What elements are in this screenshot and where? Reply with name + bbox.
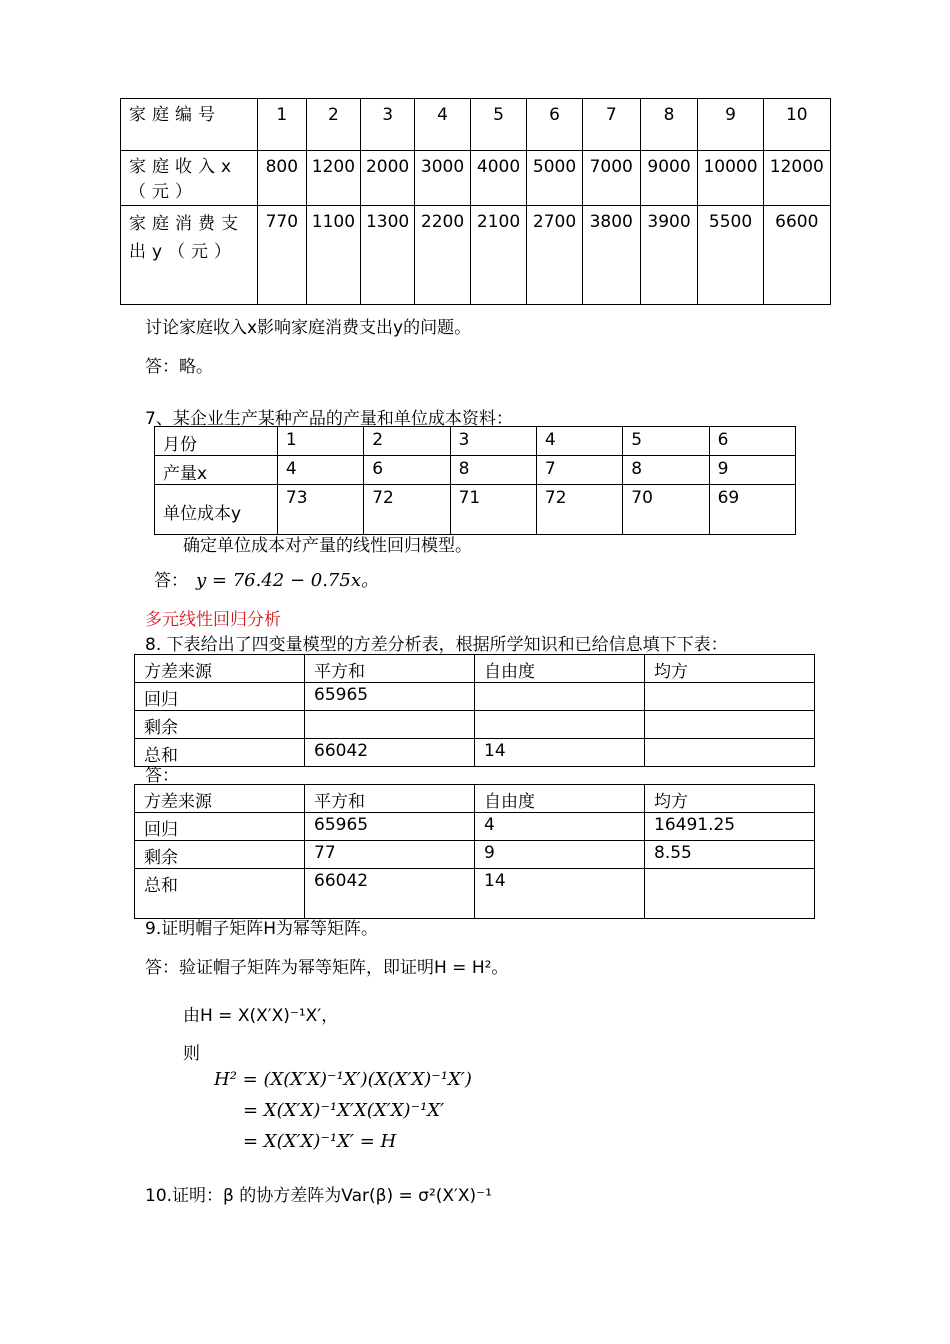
cell xyxy=(475,683,645,711)
month-cell: 1 xyxy=(277,427,363,456)
income-cell: 5000 xyxy=(527,151,583,206)
spend-cell: 2100 xyxy=(470,206,526,305)
household-table xyxy=(120,98,831,305)
income-cell: 800 xyxy=(257,151,306,206)
month-cell: 5 xyxy=(623,427,709,456)
section-title: 多元线性回归分析 xyxy=(145,610,281,630)
spend-cell: 1100 xyxy=(306,206,360,305)
cost-cell: 72 xyxy=(536,485,622,535)
table-row xyxy=(135,711,815,739)
output-cell: 4 xyxy=(277,456,363,485)
spend-cell: 1300 xyxy=(361,206,415,305)
q6-answer: 答：略。 xyxy=(145,357,213,377)
cell: 4 xyxy=(475,813,645,841)
cell: 9 xyxy=(475,841,645,869)
q9-title: 9.证明帽子矩阵H为幂等矩阵。 xyxy=(145,919,379,939)
q8-title: 8. 下表给出了四变量模型的方差分析表，根据所学知识和已给信息填下下表： xyxy=(145,635,728,655)
spend-cell: 2200 xyxy=(415,206,471,305)
table-row xyxy=(135,785,815,813)
income-label: 家庭收入x（元） xyxy=(121,151,258,206)
q8-answer-label: 答： xyxy=(145,766,179,786)
header-cell: 平方和 xyxy=(305,785,475,813)
header-cell: 5 xyxy=(470,99,526,151)
spend-label: 家庭消费支出y（元） xyxy=(121,206,258,305)
spend-cell: 2700 xyxy=(527,206,583,305)
table-row xyxy=(121,151,831,206)
cell: 66042 xyxy=(305,739,475,767)
month-cell: 4 xyxy=(536,427,622,456)
output-cell: 7 xyxy=(536,456,622,485)
month-cell: 2 xyxy=(364,427,450,456)
header-cell: 平方和 xyxy=(305,655,475,683)
month-cell: 6 xyxy=(709,427,795,456)
cell: 回归 xyxy=(135,683,305,711)
header-cell: 自由度 xyxy=(475,785,645,813)
cell: 14 xyxy=(475,739,645,767)
cell xyxy=(645,711,815,739)
q9-eq2: = X(X′X)⁻¹X′X(X′X)⁻¹X′ xyxy=(243,1100,445,1121)
cell xyxy=(305,711,475,739)
cost-cell: 72 xyxy=(364,485,450,535)
spend-cell: 6600 xyxy=(763,206,830,305)
cell: 总和 xyxy=(135,869,305,919)
q9-eq1: H² = (X(X′X)⁻¹X′)(X(X′X)⁻¹X′) xyxy=(214,1069,472,1090)
income-cell: 12000 xyxy=(763,151,830,206)
income-cell: 4000 xyxy=(470,151,526,206)
table-row xyxy=(121,206,831,305)
table-row xyxy=(155,485,796,535)
cell: 剩余 xyxy=(135,711,305,739)
spend-cell: 3900 xyxy=(640,206,698,305)
table-row xyxy=(135,841,815,869)
table-row xyxy=(155,456,796,485)
cell: 77 xyxy=(305,841,475,869)
table-row xyxy=(121,99,831,151)
q7-title: 7、某企业生产某种产品的产量和单位成本资料： xyxy=(145,409,513,429)
header-cell: 9 xyxy=(698,99,763,151)
income-cell: 10000 xyxy=(698,151,763,206)
cell: 剩余 xyxy=(135,841,305,869)
header-cell: 8 xyxy=(640,99,698,151)
cost-cell: 71 xyxy=(450,485,536,535)
income-cell: 9000 xyxy=(640,151,698,206)
q7-task: 确定单位成本对产量的线性回归模型。 xyxy=(183,536,472,556)
header-cell: 家庭编号 xyxy=(121,99,258,151)
anova-question-table xyxy=(134,654,815,767)
spend-cell: 770 xyxy=(257,206,306,305)
output-label: 产量x xyxy=(155,456,278,485)
table-row xyxy=(135,869,815,919)
cost-label: 单位成本y xyxy=(155,485,278,535)
cell xyxy=(645,869,815,919)
cell: 回归 xyxy=(135,813,305,841)
table-row xyxy=(135,655,815,683)
cell: 16491.25 xyxy=(645,813,815,841)
header-cell: 自由度 xyxy=(475,655,645,683)
table-row xyxy=(155,427,796,456)
cost-cell: 73 xyxy=(277,485,363,535)
cell: 65965 xyxy=(305,813,475,841)
cell: 总和 xyxy=(135,739,305,767)
q9-eq3: = X(X′X)⁻¹X′ = H xyxy=(243,1131,397,1152)
cost-cell: 69 xyxy=(709,485,795,535)
output-cell: 9 xyxy=(709,456,795,485)
q7-answer-formula: y = 76.42 − 0.75x。 xyxy=(196,570,379,591)
cell: 14 xyxy=(475,869,645,919)
header-cell: 1 xyxy=(257,99,306,151)
output-cell: 8 xyxy=(450,456,536,485)
header-cell: 方差来源 xyxy=(135,655,305,683)
cell xyxy=(475,711,645,739)
spend-cell: 5500 xyxy=(698,206,763,305)
income-cell: 3000 xyxy=(415,151,471,206)
month-cell: 3 xyxy=(450,427,536,456)
q9-step1: 由H = X(X′X)⁻¹X′， xyxy=(183,1006,339,1026)
header-cell: 7 xyxy=(582,99,640,151)
header-cell: 方差来源 xyxy=(135,785,305,813)
cell xyxy=(645,739,815,767)
cell xyxy=(645,683,815,711)
cell: 8.55 xyxy=(645,841,815,869)
production-table xyxy=(154,426,796,535)
header-cell: 均方 xyxy=(645,655,815,683)
month-label: 月份 xyxy=(155,427,278,456)
q10-title: 10.证明：β 的协方差阵为Var(β) = σ²(X′X)⁻¹ xyxy=(145,1186,492,1206)
header-cell: 3 xyxy=(361,99,415,151)
spend-cell: 3800 xyxy=(582,206,640,305)
table-row xyxy=(135,683,815,711)
header-cell: 10 xyxy=(763,99,830,151)
header-cell: 4 xyxy=(415,99,471,151)
anova-answer-table xyxy=(134,784,815,919)
header-cell: 2 xyxy=(306,99,360,151)
income-cell: 2000 xyxy=(361,151,415,206)
q7-answer-label: 答： xyxy=(154,571,188,591)
income-cell: 1200 xyxy=(306,151,360,206)
output-cell: 6 xyxy=(364,456,450,485)
q9-then: 则 xyxy=(183,1044,200,1064)
header-cell: 均方 xyxy=(645,785,815,813)
income-cell: 7000 xyxy=(582,151,640,206)
q9-answer: 答：验证帽子矩阵为幂等矩阵，即证明H = H²。 xyxy=(145,958,509,978)
cost-cell: 70 xyxy=(623,485,709,535)
output-cell: 8 xyxy=(623,456,709,485)
table-row xyxy=(135,813,815,841)
q6-text: 讨论家庭收入x影响家庭消费支出y的问题。 xyxy=(145,318,472,338)
table-row xyxy=(135,739,815,767)
cell: 66042 xyxy=(305,869,475,919)
header-cell: 6 xyxy=(527,99,583,151)
cell: 65965 xyxy=(305,683,475,711)
